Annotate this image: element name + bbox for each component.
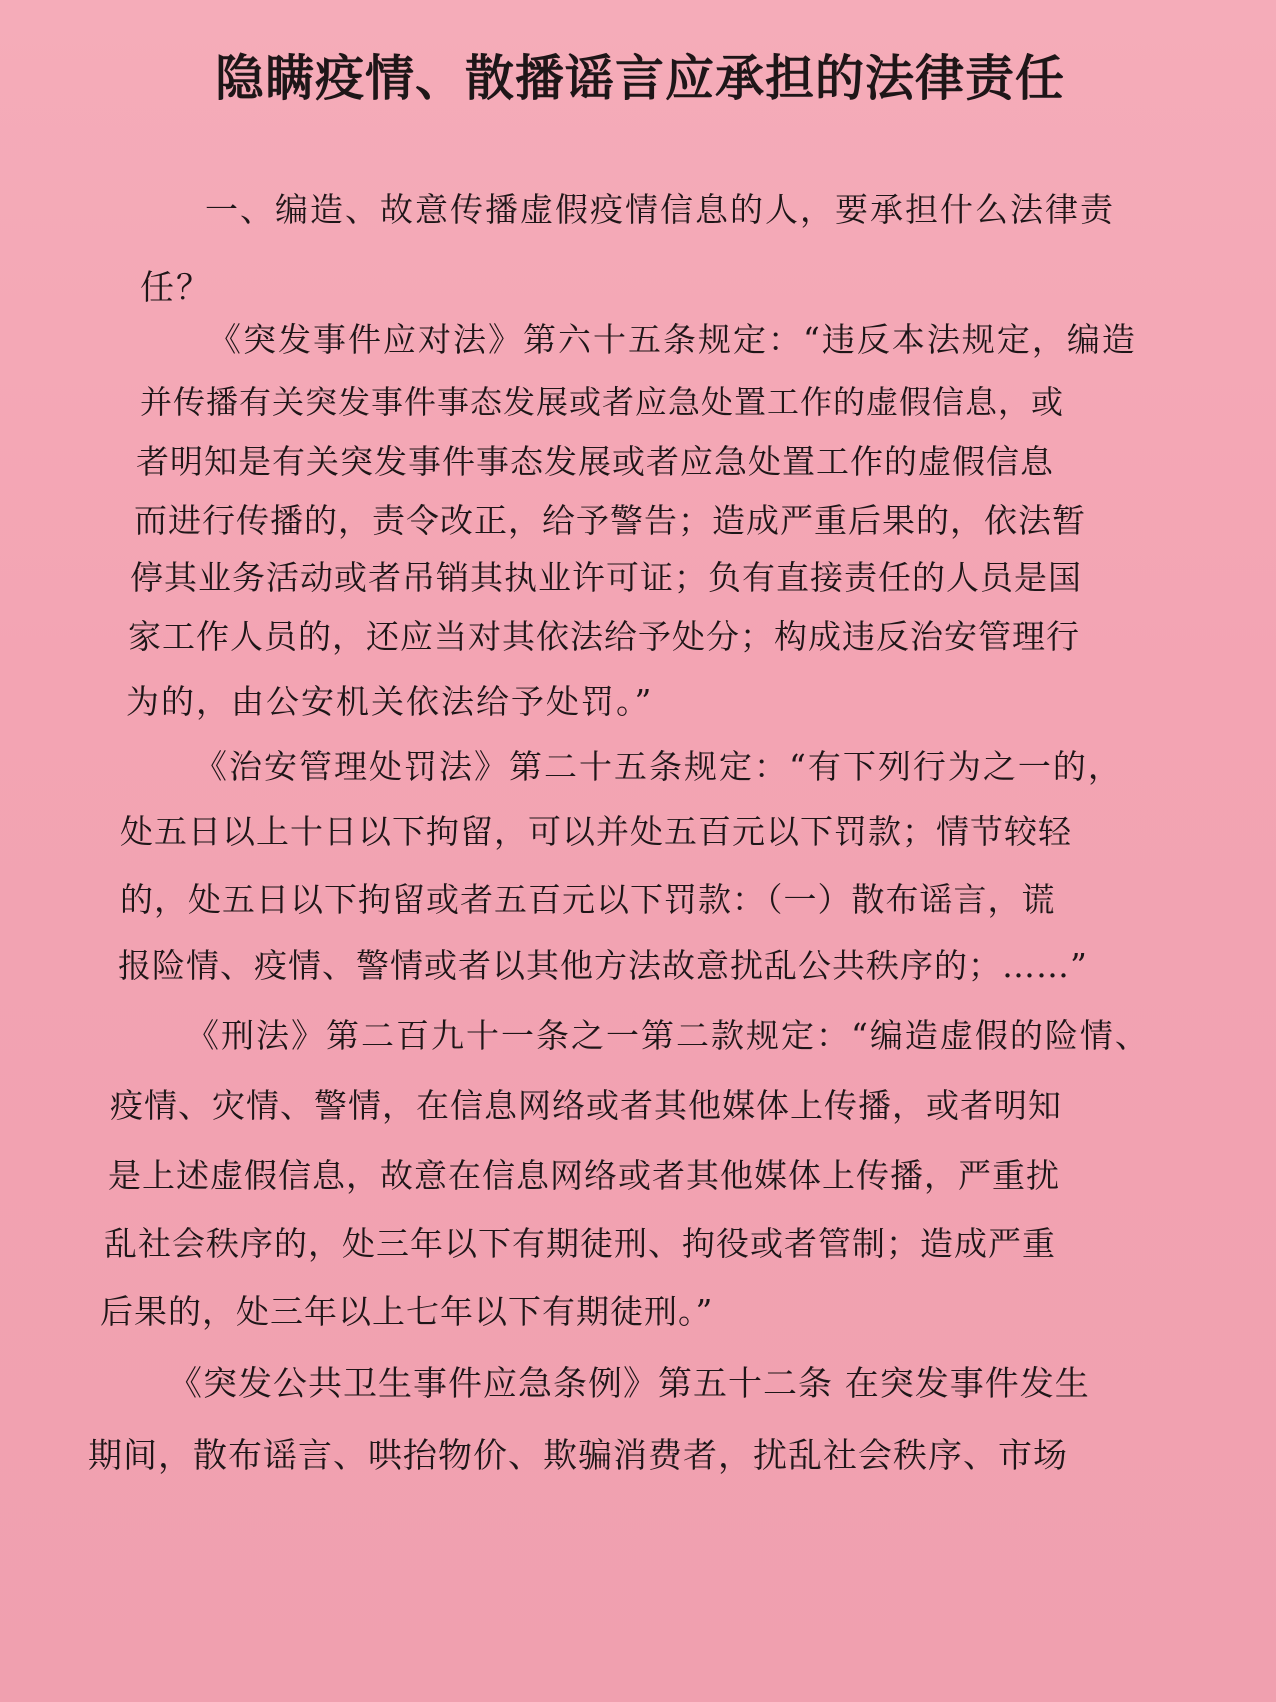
text-line: 报险情、疫情、警情或者以其他方法故意扰乱公共秩序的；……” (118, 946, 1088, 985)
text-line: 而进行传播的，责令改正，给予警告；造成严重后果的，依法暂 (134, 501, 1086, 540)
text-line: 疫情、灾情、警情，在信息网络或者其他媒体上传播，或者明知 (110, 1086, 1062, 1125)
text-line: 《刑法》第二百九十一条之一第二款规定：“编造虚假的险情、 (186, 1016, 1150, 1055)
text-line: 后果的，处三年以上七年以下有期徒刑。” (100, 1292, 714, 1331)
text-line: 者明知是有关突发事件事态发展或者应急处置工作的虚假信息 (136, 442, 1054, 481)
text-line: 并传播有关突发事件事态发展或者应急处置工作的虚假信息，或 (140, 383, 1065, 421)
text-line: 的，处五日以下拘留或者五百元以下罚款：（一）散布谣言，谎 (120, 880, 1056, 919)
text-line: 任？ (140, 268, 212, 308)
text-line: 停其业务活动或者吊销其执业许可证；负有直接责任的人员是国 (130, 558, 1082, 597)
text-line: 一、编造、故意传播虚假疫情信息的人，要承担什么法律责 (205, 190, 1115, 229)
text-line: 处五日以上十日以下拘留，可以并处五百元以下罚款；情节较轻 (120, 812, 1072, 851)
text-line: 是上述虚假信息，故意在信息网络或者其他媒体上传播，严重扰 (108, 1156, 1060, 1195)
text-line: 期间，散布谣言、哄抬物价、欺骗消费者，扰乱社会秩序、市场 (88, 1436, 1068, 1476)
text-line: 乱社会秩序的，处三年以下有期徒刑、拘役或者管制；造成严重 (104, 1224, 1056, 1263)
text-line: 家工作人员的，还应当对其依法给予处分；构成违反治安管理行 (128, 617, 1080, 656)
document-title: 隐瞒疫情、散播谣言应承担的法律责任 (214, 50, 1065, 107)
text-line: 为的，由公安机关依法给予处罚。” (126, 682, 654, 721)
text-line: 《治安管理处罚法》第二十五条规定：“有下列行为之一的， (194, 747, 1123, 786)
text-line: 《突发事件应对法》第六十五条规定：“违反本法规定，编造 (208, 320, 1137, 359)
text-line: 《突发公共卫生事件应急条例》第五十二条 在突发事件发生 (168, 1364, 1090, 1404)
